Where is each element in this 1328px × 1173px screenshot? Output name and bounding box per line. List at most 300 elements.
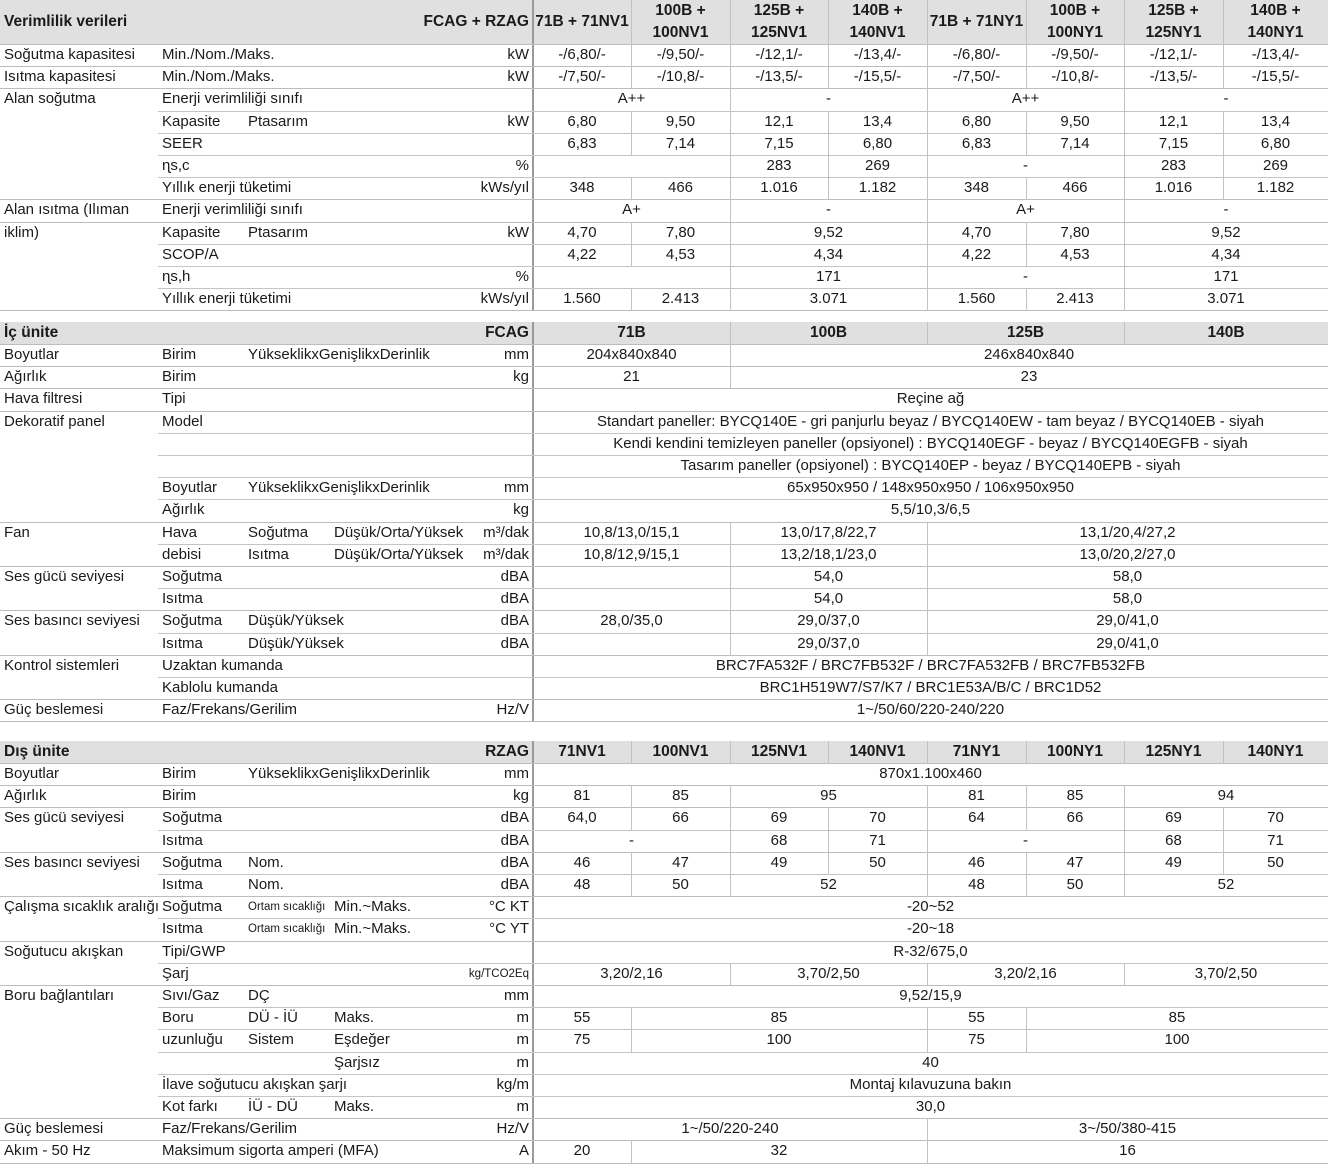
cell-divider (1223, 44, 1224, 66)
data-cell: 1~/50/220-240 (681, 1120, 779, 1138)
row-condition: Eşdeğer (334, 1031, 390, 1049)
row-sublabel: Kot farkı (162, 1098, 218, 1115)
data-cell: R-32/675,0 (893, 942, 968, 960)
data-cell: 29,0/41,0 (1096, 634, 1159, 652)
data-cell: A+ (622, 201, 641, 219)
row-label: iklim) (4, 223, 39, 241)
data-cell: 100 (766, 1031, 792, 1049)
column-header: 71B (617, 324, 646, 341)
cell-divider (730, 133, 731, 155)
data-cell: - (1223, 201, 1229, 219)
data-cell: 4,70 (961, 223, 992, 241)
row-condition: Düşük/Orta/Yüksek (334, 523, 464, 541)
row-label: Ses basıncı seviyesi (4, 853, 140, 871)
data-cell: 3.071 (809, 290, 848, 308)
row-sublabel: uzunluğu (162, 1031, 223, 1049)
row-unit: dBA (500, 809, 529, 827)
cell-divider (1124, 830, 1125, 852)
cell-divider (1124, 88, 1125, 110)
data-cell: - (1023, 157, 1028, 174)
row-detail: Nom. (248, 876, 284, 893)
cell-divider (927, 199, 928, 221)
data-cell: 7,80 (665, 223, 696, 241)
data-cell: 100 (1164, 1031, 1190, 1049)
data-cell: 3,20/2,16 (600, 964, 663, 982)
cell-divider (828, 155, 829, 177)
cell-divider (1026, 785, 1027, 807)
data-cell: 85 (770, 1009, 788, 1027)
row-sublabel: Soğutma (162, 898, 223, 916)
row-unit (400, 677, 533, 699)
data-cell: 21 (623, 368, 640, 386)
row-detail: Ptasarım (248, 112, 309, 130)
row-unit: kg (513, 368, 529, 386)
cell-divider (927, 44, 928, 66)
cell-divider (1124, 133, 1125, 155)
data-cell: 269 (1262, 157, 1289, 174)
section-model-label: RZAG (485, 743, 529, 760)
cell-divider (828, 852, 829, 874)
cell-divider (1026, 1029, 1027, 1051)
data-cell: 81 (968, 787, 985, 805)
cell-divider (927, 266, 928, 288)
row-condition: Min.~Maks. (334, 920, 412, 938)
section-bottom-line (0, 310, 1328, 311)
cell-divider (730, 199, 731, 221)
row-unit: °C YT (489, 920, 529, 938)
cell-divider (730, 88, 731, 110)
data-cell: 466 (667, 179, 694, 197)
data-cell: 348 (569, 179, 595, 197)
row-label: Alan ısıtma (Ilıman (4, 201, 130, 219)
data-cell: -/13,5/- (755, 68, 803, 86)
data-cell: Tasarım paneller (opsiyonel) : BYCQ140EP - beyaz / BYCQ140EPB - siyah (680, 457, 1181, 474)
row-sublabel: Soğutma (162, 568, 223, 585)
column-divider (927, 322, 928, 344)
cell-divider (730, 874, 731, 896)
cell-divider (927, 222, 928, 244)
data-cell: Standart paneller: BYCQ140E - gri panjurlu beyaz / BYCQ140EW - tam beyaz / BYCQ140EB - siyah (597, 412, 1264, 430)
row-unit: kW (507, 68, 529, 86)
column-divider (1223, 0, 1224, 44)
cell-divider (730, 222, 731, 244)
row-sublabel: Enerji verimliliği sınıfı (162, 90, 303, 108)
cell-divider (1026, 288, 1027, 310)
row-sublabel: Boru (162, 1009, 194, 1027)
cell-divider (730, 633, 731, 655)
data-cell: 47 (672, 853, 689, 871)
data-cell: 5,5/10,3/6,5 (890, 501, 971, 519)
data-cell: 4,22 (567, 245, 597, 263)
data-cell: -/15,5/- (853, 68, 902, 86)
row-unit: mm (504, 765, 529, 782)
row-sublabel: Boyutlar (162, 479, 218, 497)
data-cell: 7,15 (764, 134, 794, 152)
data-cell: 64 (968, 809, 985, 827)
data-cell: 49 (1165, 853, 1182, 871)
row-condition: Maks. (334, 1009, 375, 1027)
column-header: 100B (809, 324, 848, 341)
data-cell: 3,20/2,16 (994, 964, 1057, 982)
data-cell: 52 (1217, 876, 1235, 893)
cell-divider (631, 244, 632, 266)
row-sublabel: Faz/Frekans/Gerilim (162, 701, 298, 719)
row-sublabel: Soğutma (162, 809, 223, 827)
row-unit: mm (504, 479, 529, 497)
row-unit: m (516, 1009, 529, 1027)
row-label: Akım - 50 Hz (4, 1142, 91, 1160)
column-header-line2: 140NV1 (849, 24, 906, 41)
row-unit (400, 388, 533, 410)
data-cell: A++ (617, 90, 646, 108)
cell-divider (927, 852, 928, 874)
data-cell: 4,34 (813, 245, 844, 263)
data-cell: 6,80 (1260, 134, 1291, 152)
data-cell: 58,0 (1112, 568, 1143, 585)
data-cell: 2.413 (1056, 290, 1094, 308)
column-header: 71NY1 (952, 743, 1001, 760)
cell-divider (631, 807, 632, 829)
cell-divider (730, 177, 731, 199)
data-cell: 348 (963, 179, 990, 197)
cell-divider (631, 44, 632, 66)
data-cell: 50 (869, 853, 886, 871)
data-cell: 7,15 (1158, 134, 1189, 152)
data-cell: 30,0 (915, 1098, 946, 1115)
data-cell: 48 (573, 876, 591, 893)
data-cell: -/13,4/- (1251, 46, 1300, 63)
cell-divider (927, 133, 928, 155)
column-divider (828, 741, 829, 763)
cell-divider (1124, 222, 1125, 244)
data-cell: -/6,80/- (952, 46, 1001, 63)
data-cell: 4,22 (961, 245, 992, 263)
column-header-line1: 125B + (1148, 2, 1199, 19)
data-cell: 47 (1066, 853, 1084, 871)
data-cell: 6,83 (567, 134, 597, 152)
column-header-line1: 140B + (852, 2, 903, 19)
data-cell: 23 (1020, 368, 1038, 386)
data-cell: 9,50 (665, 112, 696, 130)
row-sublabel: Isıtma (162, 920, 203, 938)
column-divider (730, 0, 731, 44)
row-unit: dBA (500, 831, 529, 849)
data-cell: A+ (1016, 201, 1035, 219)
data-cell: 46 (968, 853, 985, 871)
data-cell: 20 (573, 1142, 591, 1160)
row-label: Alan soğutma (4, 90, 96, 108)
section-title: İç ünite (4, 324, 59, 341)
cell-divider (1026, 222, 1027, 244)
row-unit: kW (507, 112, 529, 130)
section-model-label: FCAG (485, 324, 529, 341)
data-cell: A++ (1011, 90, 1040, 108)
data-cell: 81 (573, 787, 591, 805)
data-cell: 71 (869, 831, 886, 849)
data-cell: 12,1 (1158, 112, 1189, 130)
cell-divider (1223, 852, 1224, 874)
data-cell: 246x840x840 (983, 346, 1075, 363)
row-unit: mm (504, 346, 529, 363)
row-detail: DÜ - İÜ (248, 1009, 298, 1027)
data-cell: 283 (1160, 157, 1187, 174)
column-divider (927, 0, 928, 44)
column-divider (1026, 741, 1027, 763)
row-unit (400, 244, 533, 266)
data-cell: 48 (968, 876, 985, 893)
data-cell: 1.016 (760, 179, 798, 197)
data-cell: 68 (1165, 831, 1182, 849)
cell-divider (631, 1007, 632, 1029)
cell-divider (927, 633, 928, 655)
cell-divider (1124, 44, 1125, 66)
row-sublabel: Model (162, 412, 203, 430)
cell-divider (631, 66, 632, 88)
column-divider (631, 0, 632, 44)
row-sublabel: Yıllık enerji tüketimi (162, 179, 292, 197)
cell-divider (730, 566, 731, 588)
cell-divider (1026, 874, 1027, 896)
data-cell (533, 566, 730, 588)
row-detail: Nom. (248, 853, 284, 871)
row-sublabel: Isıtma (162, 831, 203, 849)
cell-divider (1026, 807, 1027, 829)
cell-divider (730, 366, 731, 388)
data-cell: 52 (820, 876, 837, 893)
data-cell: 6,80 (961, 112, 992, 130)
data-cell: 50 (1267, 853, 1284, 871)
column-divider (1124, 322, 1125, 344)
cell-divider (1124, 177, 1125, 199)
data-cell: 12,1 (764, 112, 794, 130)
row-sublabel: Uzaktan kumanda (162, 656, 283, 674)
data-cell: 7,80 (1060, 223, 1090, 241)
data-cell: 29,0/41,0 (1096, 612, 1159, 630)
row-label: Ses gücü seviyesi (4, 568, 125, 585)
section-bottom-line (0, 1163, 1328, 1164)
data-cell: 54,0 (813, 590, 844, 608)
row-sublabel: Yıllık enerji tüketimi (162, 290, 292, 308)
column-divider (927, 741, 928, 763)
data-cell: 4,34 (1211, 245, 1241, 263)
row-label: Ses gücü seviyesi (4, 809, 125, 827)
section-bottom-line (0, 721, 1328, 722)
data-cell: 40 (922, 1053, 939, 1071)
row-label: Kontrol sistemleri (4, 656, 120, 674)
data-cell: 46 (573, 853, 591, 871)
column-header-line1: 125B + (753, 2, 805, 19)
row-sublabel: Enerji verimliliği sınıfı (162, 201, 303, 219)
cell-divider (631, 852, 632, 874)
section-title: Dış ünite (4, 743, 70, 760)
data-cell: -/10,8/- (656, 68, 705, 86)
cell-divider (631, 288, 632, 310)
row-detail: Sistem (248, 1031, 294, 1049)
data-cell: -/10,8/- (1051, 68, 1099, 86)
column-divider (631, 741, 632, 763)
row-sublabel: Maksimum sigorta amperi (MFA) (162, 1142, 379, 1160)
cell-divider (1124, 874, 1125, 896)
cell-divider (828, 44, 829, 66)
data-cell: 3,70/2,50 (797, 964, 860, 982)
row-sublabel: Kablolu kumanda (162, 679, 278, 696)
data-cell: 54,0 (813, 568, 844, 585)
cell-divider (1223, 807, 1224, 829)
row-sublabel: Faz/Frekans/Gerilim (162, 1120, 298, 1138)
column-divider (1026, 0, 1027, 44)
row-unit (400, 133, 533, 155)
row-label: Boyutlar (4, 765, 60, 782)
cell-divider (631, 177, 632, 199)
cell-divider (730, 963, 731, 985)
data-cell: 71 (1267, 831, 1284, 849)
column-header: 71B + 71NY1 (929, 13, 1024, 30)
cell-divider (730, 588, 731, 610)
row-detail: DÇ (248, 987, 270, 1004)
data-cell: 1.182 (1256, 179, 1295, 197)
row-detail: İÜ - DÜ (248, 1098, 298, 1115)
data-cell: 2.413 (661, 290, 700, 308)
cell-divider (1124, 807, 1125, 829)
data-cell: 171 (815, 268, 842, 285)
row-unit: kW (507, 46, 529, 63)
data-cell: 4,53 (1060, 245, 1090, 263)
column-header: 140NY1 (1247, 743, 1304, 760)
cell-divider (927, 830, 928, 852)
row-sublabel: SEER (162, 134, 203, 152)
data-cell: 55 (968, 1009, 985, 1027)
row-unit: dBA (500, 590, 529, 608)
cell-divider (730, 44, 731, 66)
row-sublabel: ɳs,c (162, 157, 190, 174)
cell-divider (927, 177, 928, 199)
row-unit: m (516, 1031, 529, 1049)
column-divider (1223, 741, 1224, 763)
data-cell: 68 (770, 831, 788, 849)
data-cell: 95 (820, 787, 837, 805)
cell-divider (828, 66, 829, 88)
cell-divider (927, 111, 928, 133)
data-cell: 9,52 (1211, 223, 1241, 241)
cell-divider (927, 544, 928, 566)
row-sublabel: Isıtma (162, 634, 203, 652)
row-unit (400, 433, 533, 455)
data-cell: 6,83 (961, 134, 992, 152)
cell-divider (730, 852, 731, 874)
data-cell: 13,2/18,1/23,0 (780, 545, 877, 563)
row-label: Çalışma sıcaklık aralığı (4, 898, 160, 916)
cell-divider (1026, 133, 1027, 155)
data-cell: 94 (1217, 787, 1235, 805)
row-unit: dBA (500, 634, 529, 652)
row-unit (400, 455, 533, 477)
data-cell: 70 (869, 809, 886, 827)
row-label: Güç beslemesi (4, 701, 104, 719)
data-cell: 171 (1213, 268, 1239, 285)
data-cell: 1.560 (563, 290, 601, 308)
row-label: Soğutma kapasitesi (4, 46, 135, 63)
data-cell: 66 (1066, 809, 1084, 827)
row-unit: m³/dak (483, 545, 529, 563)
cell-divider (1124, 155, 1125, 177)
cell-divider (730, 266, 731, 288)
data-cell: 4,53 (665, 245, 696, 263)
cell-divider (1026, 44, 1027, 66)
cell-divider (1026, 66, 1027, 88)
data-cell (533, 266, 730, 288)
cell-divider (927, 807, 928, 829)
row-unit (400, 199, 533, 221)
data-cell: -/9,50/- (1051, 46, 1099, 63)
cell-divider (1223, 830, 1224, 852)
data-cell: 13,4 (862, 112, 893, 130)
row-unit: °C KT (488, 898, 529, 916)
row-condition: Maks. (334, 1098, 375, 1115)
row-unit: dBA (500, 612, 529, 630)
row-unit (400, 411, 533, 433)
column-header: 140NV1 (849, 743, 906, 760)
data-cell: 65x950x950 / 148x950x950 / 106x950x950 (787, 479, 1074, 497)
cell-divider (730, 544, 731, 566)
row-sublabel: Min./Nom./Maks. (162, 46, 275, 63)
data-cell: -/7,50/- (952, 68, 1001, 86)
cell-divider (730, 522, 731, 544)
cell-divider (1124, 288, 1125, 310)
row-detail: YükseklikxGenişlikxDerinlik (248, 765, 430, 782)
cell-divider (1223, 133, 1224, 155)
data-cell: 75 (968, 1031, 985, 1049)
section-model-label: FCAG + RZAG (423, 13, 529, 30)
row-label: Boru bağlantıları (4, 987, 115, 1004)
data-cell: -/13,5/- (1149, 68, 1198, 86)
row-sublabel: Kapasite (162, 112, 221, 130)
row-sublabel: Birim (162, 765, 197, 782)
column-header-line2: 125NY1 (1145, 24, 1202, 41)
row-sublabel: İlave soğutucu akışkan şarjı (162, 1075, 348, 1093)
data-cell: 49 (770, 853, 788, 871)
data-cell: 1.182 (858, 179, 897, 197)
data-cell: 7,14 (1060, 134, 1090, 152)
cell-divider (631, 874, 632, 896)
column-divider (828, 0, 829, 44)
row-label: Ses basıncı seviyesi (4, 612, 140, 630)
row-condition: Min.~Maks. (334, 898, 412, 916)
data-cell: -/15,5/- (1251, 68, 1300, 86)
cell-divider (730, 785, 731, 807)
cell-divider (730, 830, 731, 852)
cell-divider (1124, 785, 1125, 807)
cell-divider (927, 785, 928, 807)
row-unit: kg/TCO2Eq (468, 967, 529, 980)
data-cell: 85 (1066, 787, 1084, 805)
column-header: 100NV1 (652, 743, 709, 760)
column-header-line1: 140B + (1250, 2, 1301, 19)
data-cell: 85 (1168, 1009, 1186, 1027)
column-header: 100NY1 (1046, 743, 1103, 760)
data-cell: 1.560 (957, 290, 996, 308)
cell-divider (927, 1029, 928, 1051)
row-sublabel: ɳs,h (162, 268, 191, 285)
cell-divider (1026, 177, 1027, 199)
row-detail: Isıtma (248, 545, 289, 563)
data-cell: 29,0/37,0 (797, 612, 860, 630)
data-cell: 283 (766, 157, 792, 174)
data-cell: -/13,4/- (853, 46, 902, 63)
row-detail: Soğutma (248, 523, 309, 541)
row-unit: Hz/V (496, 1120, 529, 1138)
data-cell: 3.071 (1207, 290, 1245, 308)
row-detail: Düşük/Yüksek (248, 634, 344, 652)
